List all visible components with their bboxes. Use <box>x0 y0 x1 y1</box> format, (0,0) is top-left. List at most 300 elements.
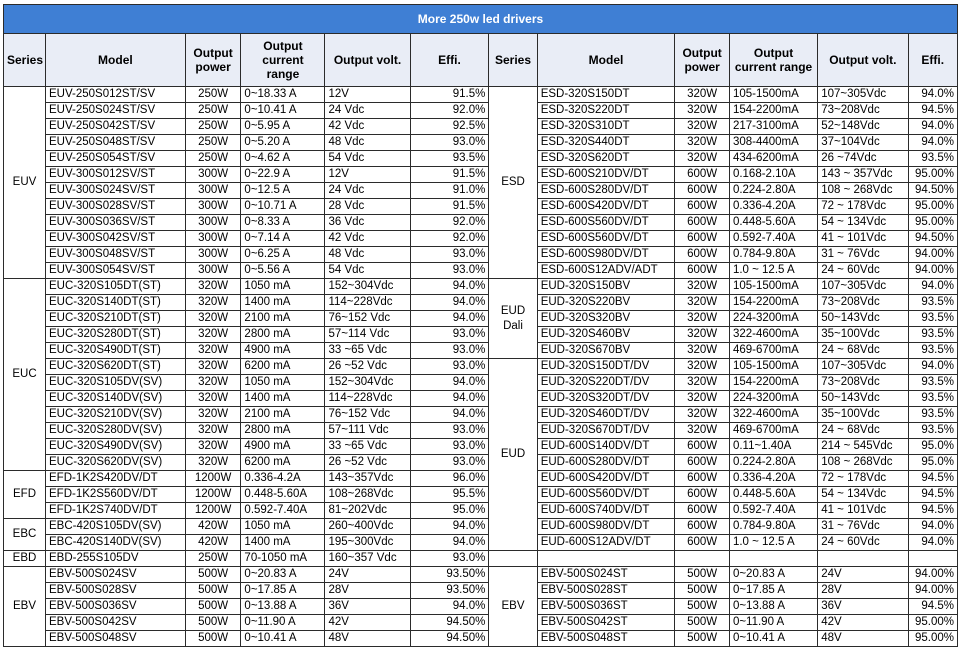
right-output-power-cell: 320W <box>675 311 730 327</box>
right-output-current-cell: 0.448-5.60A <box>729 215 817 231</box>
left-output-power-cell: 300W <box>185 215 241 231</box>
right-output-power-cell: 600W <box>675 503 730 519</box>
left-series-cell: EBV <box>4 567 46 647</box>
left-output-power-cell: 420W <box>185 535 241 551</box>
left-output-volt-cell: 26 ~52 Vdc <box>325 359 410 375</box>
left-efficiency-cell: 91.0% <box>410 183 489 199</box>
table-row <box>4 103 958 119</box>
left-output-current-cell: 2100 mA <box>241 407 325 423</box>
left-output-volt-cell: 54 Vdc <box>325 263 410 279</box>
table-row <box>4 487 958 503</box>
left-efficiency-cell: 93.0% <box>410 423 489 439</box>
right-output-power-cell: 600W <box>675 183 730 199</box>
left-model-cell: EBV-500S024SV <box>46 567 186 583</box>
left-output-power-cell: 320W <box>185 359 241 375</box>
table-row <box>4 343 958 359</box>
left-output-current-cell: 0~17.85 A <box>241 583 325 599</box>
right-output-volt-cell: 48V <box>818 631 908 647</box>
left-output-current-cell: 4900 mA <box>241 439 325 455</box>
left-model-cell: EUV-300S028SV/ST <box>46 199 186 215</box>
right-output-volt-cell: 36V <box>818 599 908 615</box>
header-model: Model <box>537 34 675 87</box>
right-efficiency-cell <box>908 551 957 567</box>
left-efficiency-cell: 94.50% <box>410 615 489 631</box>
right-model-cell: EBV-500S036ST <box>537 599 675 615</box>
header-output-current-range: Output current range <box>241 34 325 87</box>
right-model-cell: EUD-320S460BV <box>537 327 675 343</box>
right-output-power-cell: 500W <box>675 567 730 583</box>
left-model-cell: EUV-250S048ST/SV <box>46 135 186 151</box>
left-model-cell: EUV-250S054ST/SV <box>46 151 186 167</box>
left-efficiency-cell: 91.5% <box>410 199 489 215</box>
left-efficiency-cell: 94.0% <box>410 311 489 327</box>
left-model-cell: EUC-320S490DV(SV) <box>46 439 186 455</box>
right-efficiency-cell: 94.0% <box>908 359 957 375</box>
right-output-power-cell: 600W <box>675 199 730 215</box>
left-model-cell: EUC-320S210DT(ST) <box>46 311 186 327</box>
right-output-current-cell: 0~11.90 A <box>729 615 817 631</box>
left-output-volt-cell: 42 Vdc <box>325 231 410 247</box>
left-efficiency-cell: 92.0% <box>410 103 489 119</box>
right-output-volt-cell: 107~305Vdc <box>818 279 908 295</box>
left-output-volt-cell: 24V <box>325 567 410 583</box>
table-row <box>4 295 958 311</box>
right-output-power-cell: 600W <box>675 263 730 279</box>
right-output-volt-cell: 31 ~ 76Vdc <box>818 247 908 263</box>
right-model-cell: EUD-320S320DT/DV <box>537 391 675 407</box>
left-output-power-cell: 320W <box>185 343 241 359</box>
table-row <box>4 535 958 551</box>
right-efficiency-cell: 94.5% <box>908 471 957 487</box>
table-row <box>4 471 958 487</box>
left-output-current-cell: 0~22.9 A <box>241 167 325 183</box>
right-model-cell: EBV-500S048ST <box>537 631 675 647</box>
right-output-power-cell: 600W <box>675 471 730 487</box>
left-model-cell: EBC-420S140DV(SV) <box>46 535 186 551</box>
right-series-cell: EBV <box>489 567 537 647</box>
right-output-current-cell: 0~13.88 A <box>729 599 817 615</box>
left-model-cell: EFD-1K2S420DV/DT <box>46 471 186 487</box>
right-output-volt-cell: 107~305Vdc <box>818 87 908 103</box>
header-row <box>4 34 958 87</box>
left-efficiency-cell: 92.0% <box>410 215 489 231</box>
left-model-cell: EUV-250S024ST/SV <box>46 103 186 119</box>
left-efficiency-cell: 94.0% <box>410 295 489 311</box>
right-model-cell: ESD-600S280DV/DT <box>537 183 675 199</box>
left-efficiency-cell: 94.0% <box>410 599 489 615</box>
table-row <box>4 567 958 583</box>
left-model-cell: EBD-255S105DV <box>46 551 186 567</box>
right-output-volt-cell: 72 ~ 178Vdc <box>818 471 908 487</box>
left-output-power-cell: 320W <box>185 439 241 455</box>
right-output-current-cell: 0.784-9.80A <box>729 247 817 263</box>
right-efficiency-cell: 95.00% <box>908 215 957 231</box>
right-output-volt-cell: 24V <box>818 567 908 583</box>
left-output-current-cell: 6200 mA <box>241 455 325 471</box>
left-efficiency-cell: 93.0% <box>410 439 489 455</box>
left-efficiency-cell: 93.50% <box>410 583 489 599</box>
left-efficiency-cell: 93.5% <box>410 151 489 167</box>
left-efficiency-cell: 93.0% <box>410 135 489 151</box>
left-output-current-cell: 0~8.33 A <box>241 215 325 231</box>
right-output-power-cell: 600W <box>675 535 730 551</box>
left-efficiency-cell: 92.0% <box>410 231 489 247</box>
right-output-volt-cell: 35~100Vdc <box>818 407 908 423</box>
led-driver-table <box>3 4 958 647</box>
right-output-volt-cell: 50~143Vdc <box>818 311 908 327</box>
left-output-power-cell: 320W <box>185 423 241 439</box>
left-output-volt-cell: 12V <box>325 87 410 103</box>
right-efficiency-cell: 94.0% <box>908 135 957 151</box>
header-effi: Effi. <box>410 34 489 87</box>
left-output-volt-cell: 42V <box>325 615 410 631</box>
right-efficiency-cell: 94.00% <box>908 583 957 599</box>
left-output-volt-cell: 152~304Vdc <box>325 279 410 295</box>
table-row <box>4 423 958 439</box>
right-efficiency-cell: 93.5% <box>908 407 957 423</box>
table-row <box>4 327 958 343</box>
left-output-power-cell: 1200W <box>185 471 241 487</box>
right-output-volt-cell: 108 ~ 268Vdc <box>818 455 908 471</box>
left-output-power-cell: 420W <box>185 519 241 535</box>
left-model-cell: EBV-500S036SV <box>46 599 186 615</box>
right-series-cell <box>489 551 537 567</box>
right-output-power-cell: 500W <box>675 615 730 631</box>
right-model-cell: EUD-320S220BV <box>537 295 675 311</box>
right-model-cell: EUD-600S560DV/DT <box>537 487 675 503</box>
right-output-power-cell: 320W <box>675 119 730 135</box>
right-output-power-cell: 600W <box>675 247 730 263</box>
left-output-volt-cell: 195~300Vdc <box>325 535 410 551</box>
right-efficiency-cell: 93.5% <box>908 375 957 391</box>
right-model-cell: EUD-600S740DV/DT <box>537 503 675 519</box>
right-output-power-cell: 320W <box>675 279 730 295</box>
left-output-volt-cell: 108~268Vdc <box>325 487 410 503</box>
right-efficiency-cell: 95.00% <box>908 199 957 215</box>
left-output-current-cell: 0~10.41 A <box>241 631 325 647</box>
right-efficiency-cell: 94.0% <box>908 279 957 295</box>
right-output-current-cell: 0~20.83 A <box>729 567 817 583</box>
left-output-volt-cell: 26 ~52 Vdc <box>325 455 410 471</box>
right-output-volt-cell: 54 ~ 134Vdc <box>818 215 908 231</box>
table-row <box>4 215 958 231</box>
right-output-volt-cell: 143 ~ 357Vdc <box>818 167 908 183</box>
right-model-cell: EUD-320S670BV <box>537 343 675 359</box>
right-output-current-cell: 0.448-5.60A <box>729 487 817 503</box>
left-output-volt-cell: 48V <box>325 631 410 647</box>
left-output-volt-cell: 28V <box>325 583 410 599</box>
right-model-cell: EUD-320S220DT/DV <box>537 375 675 391</box>
left-output-current-cell: 1400 mA <box>241 295 325 311</box>
left-output-power-cell: 320W <box>185 407 241 423</box>
left-model-cell: EUC-320S140DT(ST) <box>46 295 186 311</box>
left-output-current-cell: 0.448-5.60A <box>241 487 325 503</box>
right-output-current-cell: 154-2200mA <box>729 375 817 391</box>
left-efficiency-cell: 95.0% <box>410 503 489 519</box>
right-series-cell: EUD Dali <box>489 279 537 359</box>
left-output-current-cell: 0~4.62 A <box>241 151 325 167</box>
table-row <box>4 375 958 391</box>
left-output-current-cell: 1050 mA <box>241 519 325 535</box>
right-output-volt-cell: 24 ~ 68Vdc <box>818 343 908 359</box>
left-output-power-cell: 1200W <box>185 487 241 503</box>
left-model-cell: EBC-420S105DV(SV) <box>46 519 186 535</box>
left-output-current-cell: 0~12.5 A <box>241 183 325 199</box>
left-output-current-cell: 1400 mA <box>241 391 325 407</box>
right-output-volt-cell: 24 ~ 68Vdc <box>818 423 908 439</box>
left-output-current-cell: 0~5.56 A <box>241 263 325 279</box>
right-output-power-cell: 600W <box>675 215 730 231</box>
right-output-current-cell: 1.0 ~ 12.5 A <box>729 263 817 279</box>
right-output-current-cell: 154-2200mA <box>729 103 817 119</box>
right-output-volt-cell: 28V <box>818 583 908 599</box>
right-model-cell: ESD-600S560DV/DT <box>537 215 675 231</box>
left-model-cell: EUV-250S012ST/SV <box>46 87 186 103</box>
left-model-cell: EUC-320S490DT(ST) <box>46 343 186 359</box>
left-model-cell: EUV-300S042SV/ST <box>46 231 186 247</box>
left-model-cell: EUC-320S280DT(ST) <box>46 327 186 343</box>
header-series: Series <box>4 34 46 87</box>
left-output-volt-cell: 114~228Vdc <box>325 295 410 311</box>
right-model-cell: ESD-600S210DV/DT <box>537 167 675 183</box>
right-model-cell: ESD-320S620DT <box>537 151 675 167</box>
header-output-volt: Output volt. <box>325 34 410 87</box>
right-output-volt-cell: 52~148Vdc <box>818 119 908 135</box>
right-output-current-cell: 224-3200mA <box>729 391 817 407</box>
left-output-volt-cell: 48 Vdc <box>325 247 410 263</box>
right-output-volt-cell: 73~208Vdc <box>818 295 908 311</box>
table-row <box>4 455 958 471</box>
table-row <box>4 583 958 599</box>
left-model-cell: EUV-250S042ST/SV <box>46 119 186 135</box>
left-output-power-cell: 320W <box>185 375 241 391</box>
left-output-current-cell: 2100 mA <box>241 311 325 327</box>
table-row <box>4 231 958 247</box>
right-output-current-cell: 434-6200mA <box>729 151 817 167</box>
right-output-current-cell: 154-2200mA <box>729 295 817 311</box>
table-row <box>4 199 958 215</box>
left-model-cell: EBV-500S028SV <box>46 583 186 599</box>
left-output-power-cell: 300W <box>185 263 241 279</box>
right-efficiency-cell: 93.5% <box>908 391 957 407</box>
table-row <box>4 183 958 199</box>
left-model-cell: EFD-1K2S560DV/DT <box>46 487 186 503</box>
left-output-current-cell: 0~7.14 A <box>241 231 325 247</box>
right-series-cell: ESD <box>489 87 537 279</box>
left-output-current-cell: 0~6.25 A <box>241 247 325 263</box>
right-output-power-cell: 320W <box>675 359 730 375</box>
left-model-cell: EUC-320S210DV(SV) <box>46 407 186 423</box>
left-output-volt-cell: 24 Vdc <box>325 103 410 119</box>
left-output-current-cell: 0~5.20 A <box>241 135 325 151</box>
right-efficiency-cell: 94.5% <box>908 103 957 119</box>
right-output-power-cell: 320W <box>675 87 730 103</box>
left-output-power-cell: 320W <box>185 295 241 311</box>
left-output-volt-cell: 33 ~65 Vdc <box>325 439 410 455</box>
table-row <box>4 247 958 263</box>
right-model-cell: EUD-320S460DT/DV <box>537 407 675 423</box>
right-efficiency-cell: 93.5% <box>908 343 957 359</box>
left-efficiency-cell: 93.50% <box>410 567 489 583</box>
right-output-power-cell: 500W <box>675 583 730 599</box>
left-output-volt-cell: 76~152 Vdc <box>325 407 410 423</box>
table-row <box>4 151 958 167</box>
left-efficiency-cell: 93.0% <box>410 551 489 567</box>
left-output-power-cell: 250W <box>185 151 241 167</box>
left-output-current-cell: 1400 mA <box>241 535 325 551</box>
left-output-volt-cell: 57~114 Vdc <box>325 327 410 343</box>
right-series-cell: EUD <box>489 359 537 551</box>
left-output-power-cell: 250W <box>185 103 241 119</box>
left-output-power-cell: 500W <box>185 615 241 631</box>
left-efficiency-cell: 94.0% <box>410 279 489 295</box>
right-model-cell: ESD-600S560DV/DT <box>537 231 675 247</box>
left-series-cell: EUV <box>4 87 46 279</box>
table-row <box>4 599 958 615</box>
left-output-current-cell: 1050 mA <box>241 279 325 295</box>
right-output-current-cell: 217-3100mA <box>729 119 817 135</box>
left-efficiency-cell: 94.0% <box>410 391 489 407</box>
right-output-volt-cell: 41 ~ 101Vdc <box>818 231 908 247</box>
right-model-cell: ESD-320S220DT <box>537 103 675 119</box>
left-output-power-cell: 250W <box>185 119 241 135</box>
left-efficiency-cell: 93.0% <box>410 455 489 471</box>
right-output-power-cell: 320W <box>675 295 730 311</box>
table-row <box>4 279 958 295</box>
right-output-current-cell: 322-4600mA <box>729 407 817 423</box>
right-output-current-cell: 105-1500mA <box>729 359 817 375</box>
right-output-power-cell: 600W <box>675 439 730 455</box>
left-model-cell: EUC-320S105DV(SV) <box>46 375 186 391</box>
right-output-current-cell: 0.592-7.40A <box>729 503 817 519</box>
left-output-power-cell: 320W <box>185 391 241 407</box>
right-output-power-cell: 320W <box>675 103 730 119</box>
left-series-cell: EUC <box>4 279 46 471</box>
table-row <box>4 551 958 567</box>
right-efficiency-cell: 94.5% <box>908 487 957 503</box>
right-output-current-cell: 469-6700mA <box>729 343 817 359</box>
right-efficiency-cell: 94.00% <box>908 263 957 279</box>
right-output-power-cell <box>675 551 730 567</box>
table-row <box>4 519 958 535</box>
right-output-current-cell: 0.592-7.40A <box>729 231 817 247</box>
right-efficiency-cell: 94.00% <box>908 247 957 263</box>
left-output-current-cell: 0~10.71 A <box>241 199 325 215</box>
left-output-current-cell: 4900 mA <box>241 343 325 359</box>
right-output-current-cell <box>729 551 817 567</box>
right-efficiency-cell: 95.0% <box>908 455 957 471</box>
left-output-current-cell: 70-1050 mA <box>241 551 325 567</box>
right-efficiency-cell: 94.50% <box>908 231 957 247</box>
header-effi: Effi. <box>908 34 957 87</box>
table-row <box>4 503 958 519</box>
left-output-power-cell: 320W <box>185 455 241 471</box>
left-output-current-cell: 6200 mA <box>241 359 325 375</box>
right-output-volt-cell: 107~305Vdc <box>818 359 908 375</box>
right-output-current-cell: 105-1500mA <box>729 87 817 103</box>
right-output-power-cell: 320W <box>675 375 730 391</box>
right-output-volt-cell: 72 ~ 178Vdc <box>818 199 908 215</box>
table-row <box>4 311 958 327</box>
right-model-cell: EBV-500S024ST <box>537 567 675 583</box>
right-output-power-cell: 320W <box>675 327 730 343</box>
left-output-power-cell: 500W <box>185 599 241 615</box>
left-output-power-cell: 250W <box>185 135 241 151</box>
left-efficiency-cell: 91.5% <box>410 167 489 183</box>
left-output-current-cell: 1050 mA <box>241 375 325 391</box>
right-model-cell <box>537 551 675 567</box>
right-output-power-cell: 320W <box>675 423 730 439</box>
right-efficiency-cell: 93.5% <box>908 295 957 311</box>
right-efficiency-cell: 93.5% <box>908 311 957 327</box>
right-output-current-cell: 1.0 ~ 12.5 A <box>729 535 817 551</box>
left-output-power-cell: 320W <box>185 327 241 343</box>
header-output-power: Output power <box>185 34 241 87</box>
right-output-current-cell: 0.336-4.20A <box>729 471 817 487</box>
right-model-cell: EBV-500S028ST <box>537 583 675 599</box>
right-output-current-cell: 0.168-2.10A <box>729 167 817 183</box>
table-title: More 250w led drivers <box>4 5 958 34</box>
right-model-cell: EUD-320S150BV <box>537 279 675 295</box>
table-row <box>4 439 958 455</box>
left-output-volt-cell: 114~228Vdc <box>325 391 410 407</box>
left-output-power-cell: 500W <box>185 583 241 599</box>
right-efficiency-cell: 95.00% <box>908 631 957 647</box>
left-model-cell: EUV-300S054SV/ST <box>46 263 186 279</box>
left-output-power-cell: 250W <box>185 87 241 103</box>
right-output-current-cell: 0~17.85 A <box>729 583 817 599</box>
left-output-volt-cell: 81~202Vdc <box>325 503 410 519</box>
right-model-cell: EBV-500S042ST <box>537 615 675 631</box>
right-model-cell: ESD-320S150DT <box>537 87 675 103</box>
left-output-current-cell: 0~13.88 A <box>241 599 325 615</box>
right-output-power-cell: 500W <box>675 631 730 647</box>
right-output-power-cell: 320W <box>675 151 730 167</box>
table-row <box>4 119 958 135</box>
left-efficiency-cell: 93.0% <box>410 359 489 375</box>
left-output-volt-cell: 76~152 Vdc <box>325 311 410 327</box>
right-efficiency-cell: 95.0% <box>908 439 957 455</box>
right-output-power-cell: 320W <box>675 135 730 151</box>
right-output-volt-cell: 214 ~ 545Vdc <box>818 439 908 455</box>
right-model-cell: EUD-600S420DV/DT <box>537 471 675 487</box>
left-model-cell: EUC-320S140DV(SV) <box>46 391 186 407</box>
left-output-volt-cell: 28 Vdc <box>325 199 410 215</box>
table-row <box>4 407 958 423</box>
right-model-cell: ESD-600S420DV/DT <box>537 199 675 215</box>
right-output-volt-cell: 41 ~ 101Vdc <box>818 503 908 519</box>
left-efficiency-cell: 93.0% <box>410 343 489 359</box>
right-model-cell: EUD-600S140DV/DT <box>537 439 675 455</box>
header-series: Series <box>489 34 537 87</box>
right-efficiency-cell: 95.00% <box>908 167 957 183</box>
left-output-power-cell: 500W <box>185 631 241 647</box>
right-output-power-cell: 320W <box>675 343 730 359</box>
right-output-current-cell: 224-3200mA <box>729 311 817 327</box>
right-efficiency-cell: 94.5% <box>908 599 957 615</box>
right-model-cell: EUD-320S670DT/DV <box>537 423 675 439</box>
left-efficiency-cell: 93.0% <box>410 263 489 279</box>
left-output-current-cell: 2800 mA <box>241 423 325 439</box>
left-efficiency-cell: 96.0% <box>410 471 489 487</box>
right-efficiency-cell: 93.5% <box>908 423 957 439</box>
left-output-power-cell: 300W <box>185 167 241 183</box>
right-output-power-cell: 600W <box>675 455 730 471</box>
left-output-current-cell: 0.336-4.2A <box>241 471 325 487</box>
right-output-current-cell: 0.224-2.80A <box>729 455 817 471</box>
left-efficiency-cell: 91.5% <box>410 87 489 103</box>
left-model-cell: EBV-500S048SV <box>46 631 186 647</box>
